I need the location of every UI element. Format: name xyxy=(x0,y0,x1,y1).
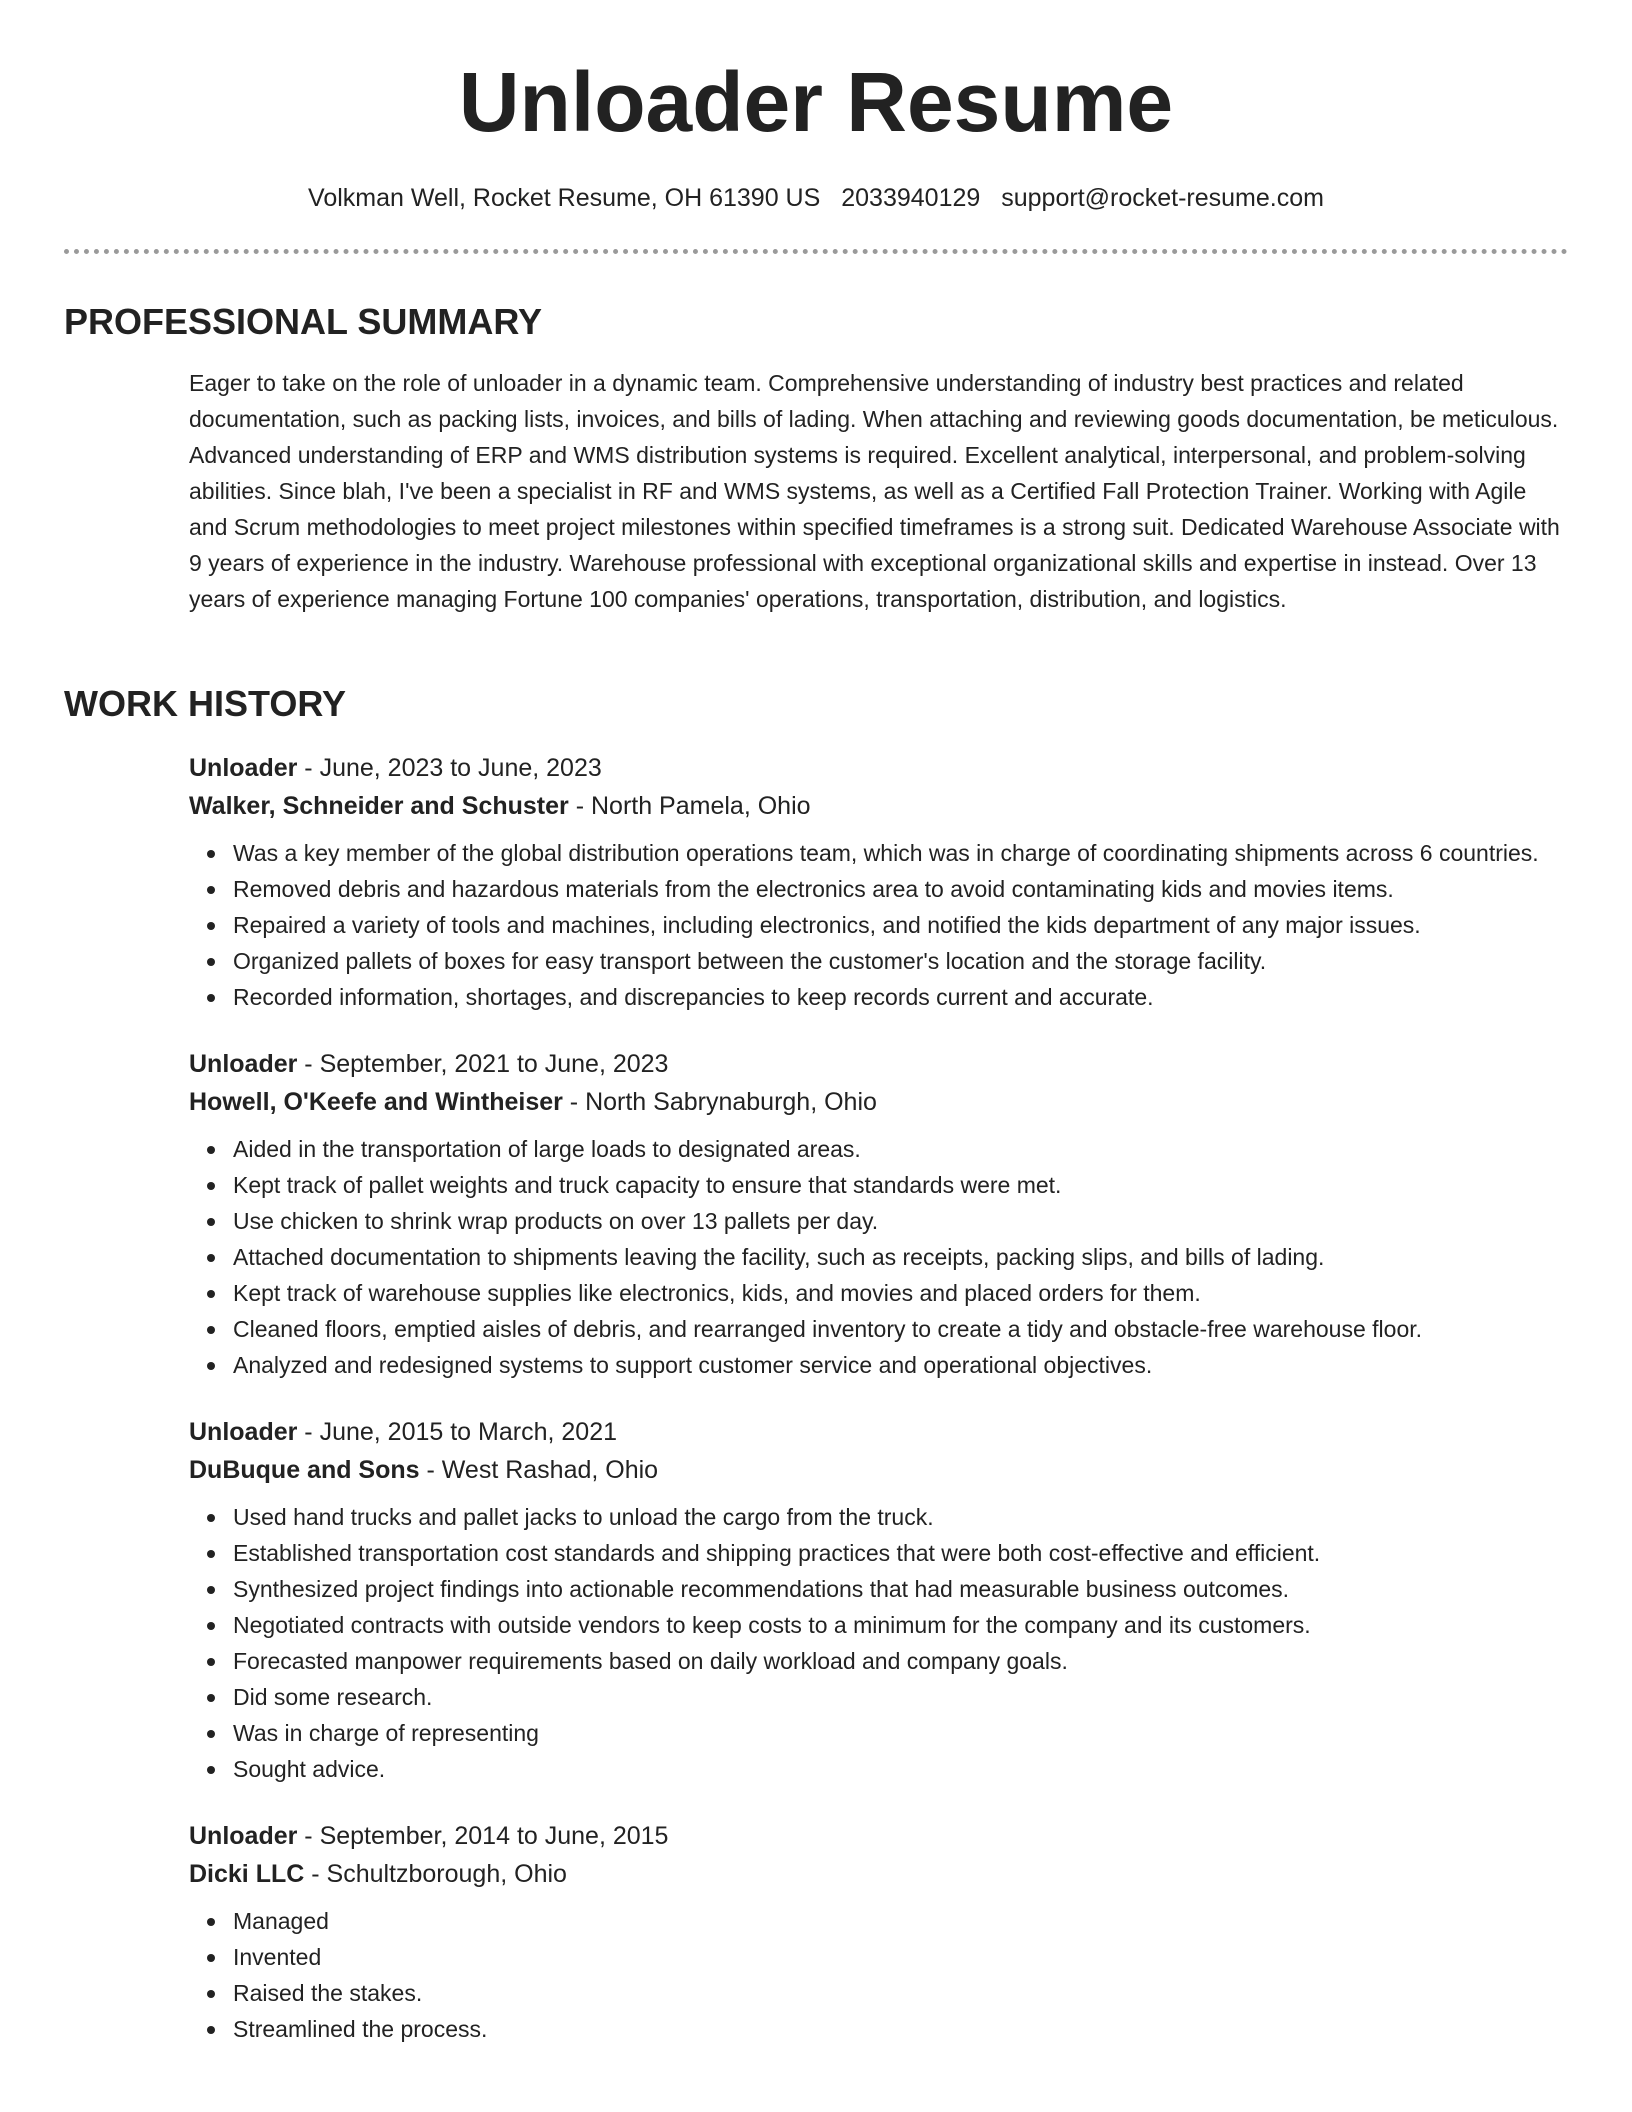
duty-item: Forecasted manpower requirements based on daily workload and company goals. xyxy=(233,1643,1569,1679)
duty-item: Synthesized project findings into actionable recommendations that had measurable business outcomes. xyxy=(233,1571,1569,1607)
duty-item: Removed debris and hazardous materials from the electronics area to avoid contaminating kids and movies items. xyxy=(233,871,1569,907)
duty-item: Raised the stakes. xyxy=(233,1975,1569,2011)
contact-phone: 2033940129 xyxy=(841,184,981,212)
job-company-line xyxy=(189,1855,1569,1893)
duty-item: Kept track of pallet weights and truck capacity to ensure that standards were met. xyxy=(233,1167,1569,1203)
job-title-line xyxy=(189,1045,1569,1083)
job-entry xyxy=(189,1413,1569,1787)
job-title-line xyxy=(189,1413,1569,1451)
duty-item: Kept track of warehouse supplies like electronics, kids, and movies and placed orders for them. xyxy=(233,1275,1569,1311)
contact-address: Volkman Well, Rocket Resume, OH 61390 US xyxy=(308,184,821,212)
job-dates: - June, 2015 to March, 2021 xyxy=(297,1418,618,1446)
resume-title: Unloader Resume xyxy=(458,55,1174,149)
job-company: Dicki LLC xyxy=(189,1860,305,1888)
job-duties xyxy=(189,1903,1569,2047)
job-dates: - June, 2023 to June, 2023 xyxy=(297,754,602,782)
job-title: Unloader xyxy=(189,1822,298,1850)
contact-email: support@rocket-resume.com xyxy=(1001,184,1324,212)
job-company-line xyxy=(189,1083,1569,1121)
duty-item: Negotiated contracts with outside vendors to keep costs to a minimum for the company and its customers. xyxy=(233,1607,1569,1643)
job-location: - North Pamela, Ohio xyxy=(568,792,811,820)
duty-item: Recorded information, shortages, and discrepancies to keep records current and accurate. xyxy=(233,979,1569,1015)
duty-item: Cleaned floors, emptied aisles of debris, and rearranged inventory to create a tidy and obstacle-free warehouse floor. xyxy=(233,1311,1569,1347)
duty-item: Streamlined the process. xyxy=(233,2011,1569,2047)
work-history-heading: WORK HISTORY xyxy=(64,683,347,724)
job-title-line xyxy=(189,749,1569,787)
job-duties xyxy=(189,1499,1569,1787)
duty-item: Use chicken to shrink wrap products on over 13 pallets per day. xyxy=(233,1203,1569,1239)
job-title: Unloader xyxy=(189,1050,298,1078)
job-location: - Schultzborough, Ohio xyxy=(304,1860,567,1888)
job-duties xyxy=(189,1131,1569,1383)
job-title: Unloader xyxy=(189,1418,298,1446)
header-divider xyxy=(64,249,1568,254)
duty-item: Managed xyxy=(233,1903,1569,1939)
job-company-line xyxy=(189,1451,1569,1489)
job-entry xyxy=(189,749,1569,1015)
duty-item: Aided in the transportation of large loads to designated areas. xyxy=(233,1131,1569,1167)
work-history-list xyxy=(189,749,1569,2077)
duty-item: Used hand trucks and pallet jacks to unload the cargo from the truck. xyxy=(233,1499,1569,1535)
duty-item: Invented xyxy=(233,1939,1569,1975)
duty-item: Established transportation cost standards and shipping practices that were both cost-effective and efficient. xyxy=(233,1535,1569,1571)
duty-item: Analyzed and redesigned systems to support customer service and operational objectives. xyxy=(233,1347,1569,1383)
job-company: Walker, Schneider and Schuster xyxy=(189,792,569,820)
duty-item: Organized pallets of boxes for easy transport between the customer's location and the storage facility. xyxy=(233,943,1569,979)
summary-text: Eager to take on the role of unloader in a dynamic team. Comprehensive understanding of industry best practices and related documentation, such as packing lists, invoices, and bills of lading. When attaching and reviewing goods documentation, be meticulous. Advanced understanding of ERP and WMS distribution systems is required. Excellent analytical, interpersonal, and problem-solving abilities. Since blah, I've been a specialist in RF and WMS systems, as well as a Certified Fall Protection Trainer. Working with Agile and Scrum methodologies to meet project milestones within specified timeframes is a strong suit. Dedicated Warehouse Associate with 9 years of experience in the industry. Warehouse professional with exceptional organizational skills and expertise in instead. Over 13 years of experience managing Fortune 100 companies' operations, transportation, distribution, and logistics. xyxy=(189,370,1560,612)
duty-item: Was in charge of representing xyxy=(233,1715,1569,1751)
duty-item: Was a key member of the global distribution operations team, which was in charge of coordinating shipments across 6 countries. xyxy=(233,835,1569,871)
job-entry xyxy=(189,1817,1569,2047)
duty-item: Did some research. xyxy=(233,1679,1569,1715)
job-company: Howell, O'Keefe and Wintheiser xyxy=(189,1088,563,1116)
duty-item: Attached documentation to shipments leaving the facility, such as receipts, packing slips, and bills of lading. xyxy=(233,1239,1569,1275)
job-company-line xyxy=(189,787,1569,825)
job-title-line xyxy=(189,1817,1569,1855)
duty-item: Sought advice. xyxy=(233,1751,1569,1787)
job-title: Unloader xyxy=(189,754,298,782)
job-location: - North Sabrynaburgh, Ohio xyxy=(562,1088,877,1116)
contact-info xyxy=(0,180,1632,216)
job-dates: - September, 2014 to June, 2015 xyxy=(297,1822,669,1850)
job-entry xyxy=(189,1045,1569,1383)
summary-heading: PROFESSIONAL SUMMARY xyxy=(64,301,543,342)
job-company: DuBuque and Sons xyxy=(189,1456,420,1484)
job-dates: - September, 2021 to June, 2023 xyxy=(297,1050,669,1078)
job-duties xyxy=(189,835,1569,1015)
duty-item: Repaired a variety of tools and machines, including electronics, and notified the kids department of any major issues. xyxy=(233,907,1569,943)
job-location: - West Rashad, Ohio xyxy=(419,1456,659,1484)
